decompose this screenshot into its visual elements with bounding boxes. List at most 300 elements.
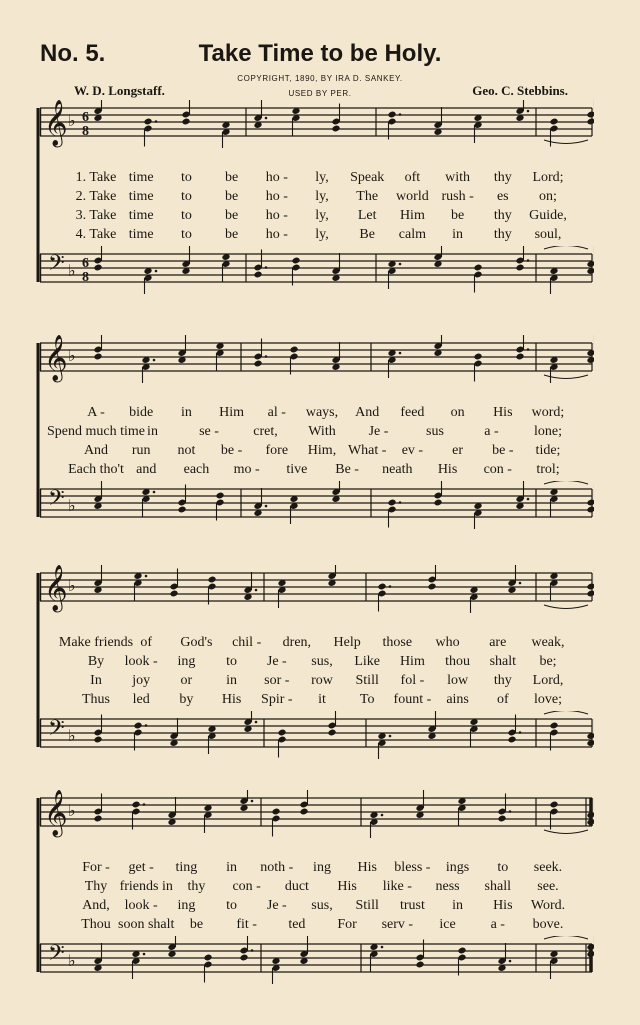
flat-key-signature-icon: ♭ xyxy=(68,726,76,745)
note-head xyxy=(507,736,516,744)
lyric-syllable: Lord, xyxy=(532,673,564,688)
lyric-line xyxy=(36,227,594,246)
lyric-syllable: noth - xyxy=(260,860,294,875)
lyric-syllable: His xyxy=(437,462,458,477)
note-head xyxy=(586,590,594,598)
lyric-syllable: who xyxy=(435,635,460,650)
lyric-syllable: Make friends xyxy=(58,635,134,650)
lyric-syllable: like - xyxy=(382,879,412,894)
lyric-syllable: Speak xyxy=(350,170,385,185)
dot-icon xyxy=(509,960,512,963)
lyric-syllable: to xyxy=(180,208,192,223)
bass-clef-icon: 𝄢 xyxy=(48,486,65,516)
dot-icon xyxy=(381,814,384,817)
note-head xyxy=(271,808,280,816)
bass-clef-icon: 𝄢 xyxy=(48,251,65,281)
lyric-syllable: with xyxy=(445,170,471,185)
lyric-syllable: be xyxy=(224,170,239,185)
lyric-syllable: ing xyxy=(313,860,331,875)
treble-clef-icon: 𝄞 xyxy=(44,565,68,611)
lyric-syllable: be; xyxy=(539,654,557,669)
lyric-syllable: Still xyxy=(355,898,379,913)
lyric-syllable: shalt xyxy=(489,654,517,669)
system-brace xyxy=(36,573,42,773)
note-head xyxy=(93,264,102,272)
lyric-syllable: ness xyxy=(435,879,460,894)
lyric-syllable: friends in xyxy=(119,879,173,894)
lyric-syllable: sus, xyxy=(311,654,333,669)
system-brace xyxy=(36,108,42,308)
lyric-syllable: joy xyxy=(132,673,151,688)
note-head xyxy=(203,954,212,962)
lyric-syllable: Him xyxy=(399,208,425,223)
lyric-syllable: time xyxy=(128,189,154,204)
note-head xyxy=(515,353,524,361)
lyric-syllable: Guide, xyxy=(529,208,567,223)
note-head xyxy=(207,576,216,584)
lyric-syllable: ice xyxy=(439,917,456,932)
dot-icon xyxy=(153,491,156,494)
lyric-syllable: to xyxy=(226,654,238,669)
lyric-syllable: a - xyxy=(484,424,499,439)
bass-staff xyxy=(36,936,594,984)
lyric-line xyxy=(36,917,594,936)
lyric-syllable: soon shalt xyxy=(118,917,175,932)
dot-icon xyxy=(143,953,146,956)
lyric-syllable: in xyxy=(180,405,192,420)
dot-icon xyxy=(381,946,384,949)
note-head xyxy=(387,111,396,119)
author-credit: W. D. Longstaff. xyxy=(74,83,165,98)
lyric-syllable: ing xyxy=(177,654,196,669)
lyric-syllable: low xyxy=(447,673,469,688)
lyric-syllable: To xyxy=(359,692,375,707)
lyric-syllable: ly, xyxy=(315,208,329,223)
lyric-syllable: Lord; xyxy=(532,170,564,185)
note-head xyxy=(473,353,482,361)
lyric-line xyxy=(36,879,594,898)
lyric-syllable: And xyxy=(83,443,109,458)
lyric-line xyxy=(36,673,594,692)
lyric-syllable: look - xyxy=(124,898,158,913)
lyric-syllable: ains xyxy=(446,692,469,707)
dot-icon xyxy=(265,117,268,120)
note-head xyxy=(433,499,442,507)
lyric-syllable: on; xyxy=(539,189,557,204)
note-head xyxy=(387,499,396,507)
lyric-syllable: to xyxy=(226,898,238,913)
treble-clef-icon: 𝄞 xyxy=(44,790,68,836)
lyric-syllable: ho - xyxy=(265,208,288,223)
lyric-syllable: 3. Take xyxy=(75,208,117,223)
dot-icon xyxy=(265,505,268,508)
lyric-syllable: dren, xyxy=(282,635,312,650)
bass-staff xyxy=(36,711,594,759)
slur xyxy=(544,830,588,834)
note-head xyxy=(427,583,436,591)
lyric-line xyxy=(36,208,594,227)
lyric-syllable: to xyxy=(180,189,192,204)
note-head xyxy=(253,360,262,368)
lyric-syllable: each xyxy=(183,462,210,477)
note-head xyxy=(586,111,594,119)
lyric-syllable: ing xyxy=(177,898,196,913)
lyric-syllable: to xyxy=(180,170,192,185)
note-head xyxy=(169,590,178,598)
lyric-syllable: Je - xyxy=(266,898,287,913)
copyright-notice: COPYRIGHT, 1890, BY IRA D. SANKEY. xyxy=(237,74,403,83)
lyric-syllable: are xyxy=(489,635,507,650)
lyric-syllable: love; xyxy=(534,692,562,707)
lyric-syllable: trol; xyxy=(536,462,560,477)
lyric-syllable: thy xyxy=(493,227,512,242)
lyric-line xyxy=(36,860,594,879)
lyric-syllable: world xyxy=(396,189,429,204)
treble-staff xyxy=(36,565,594,613)
lyric-syllable: tide; xyxy=(535,443,561,458)
note-head xyxy=(586,583,594,591)
lyric-syllable: His xyxy=(357,860,377,875)
lyric-syllable: in xyxy=(452,227,464,242)
lyric-syllable: Thy xyxy=(84,879,108,894)
note-head xyxy=(586,118,594,126)
lyric-syllable: The xyxy=(356,189,379,204)
slur xyxy=(544,936,588,939)
lyric-syllable: feed xyxy=(400,405,425,420)
lyric-line xyxy=(36,635,594,654)
dot-icon xyxy=(389,735,392,738)
lyric-syllable: fol - xyxy=(400,673,425,688)
lyric-syllable: to xyxy=(497,860,509,875)
note-head xyxy=(327,729,336,737)
note-head xyxy=(299,808,308,816)
lyric-syllable: con - xyxy=(232,879,261,894)
dot-icon xyxy=(251,800,254,803)
lyric-syllable: Spir - xyxy=(261,692,293,707)
note-head xyxy=(253,271,262,279)
dot-icon xyxy=(509,810,512,813)
staff-area xyxy=(36,100,594,148)
note-head xyxy=(143,118,152,126)
dot-icon xyxy=(155,120,158,123)
lyric-syllable: In xyxy=(90,673,102,688)
lyric-syllable: ev - xyxy=(401,443,424,458)
lyric-syllable: weak, xyxy=(531,635,565,650)
usage-notice: USED BY PER. xyxy=(288,89,352,98)
system-brace xyxy=(36,798,42,998)
composer-credit: Geo. C. Stebbins. xyxy=(472,83,568,98)
lyric-line xyxy=(36,692,594,711)
time-signature-icon: 8 xyxy=(82,270,89,285)
lyric-syllable: in xyxy=(226,673,238,688)
time-signature-icon: 6 xyxy=(82,110,89,125)
flat-key-signature-icon: ♭ xyxy=(68,346,76,365)
lyric-syllable: run xyxy=(131,443,151,458)
note-head xyxy=(549,118,558,126)
slur xyxy=(544,481,588,484)
flat-key-signature-icon: ♭ xyxy=(68,496,76,515)
dot-icon xyxy=(265,355,268,358)
lyric-line xyxy=(36,424,594,443)
lyric-syllable: in xyxy=(147,424,158,439)
lyric-syllable: time xyxy=(128,227,154,242)
note-head xyxy=(586,506,594,514)
dot-icon xyxy=(527,348,530,351)
flat-key-signature-icon: ♭ xyxy=(68,951,76,970)
dot-icon xyxy=(143,803,146,806)
lyric-syllable: see. xyxy=(537,879,559,894)
lyric-line xyxy=(36,405,594,424)
lyric-syllable: on xyxy=(450,405,465,420)
lyric-syllable: His xyxy=(493,405,513,420)
lyric-syllable: and xyxy=(136,462,157,477)
lyric-syllable: ly, xyxy=(315,170,329,185)
note-head xyxy=(181,118,190,126)
lyric-syllable: Him xyxy=(219,405,245,420)
lyric-line xyxy=(36,898,594,917)
lyric-syllable: And, xyxy=(82,898,110,913)
lyric-syllable: lone; xyxy=(534,424,562,439)
lyric-syllable: Thou xyxy=(81,917,111,932)
hymn-title: Take Time to be Holy. xyxy=(198,40,442,67)
lyric-syllable: A - xyxy=(87,405,105,420)
lyric-syllable: His xyxy=(493,898,513,913)
dot-icon xyxy=(255,721,258,724)
lyric-syllable: ways, xyxy=(305,405,339,420)
lyric-syllable: cret, xyxy=(253,424,278,439)
lyric-syllable: in xyxy=(452,898,464,913)
lyric-syllable: tive xyxy=(286,462,308,477)
lyric-syllable: thy xyxy=(493,208,512,223)
note-head xyxy=(549,722,558,730)
treble-clef-icon: 𝄞 xyxy=(44,335,68,381)
lyric-syllable: calm xyxy=(398,227,426,242)
note-head xyxy=(515,264,524,272)
lyric-syllable: ings xyxy=(445,860,470,875)
lyric-syllable: For xyxy=(337,917,357,932)
lyric-syllable: get - xyxy=(128,860,154,875)
flat-key-signature-icon: ♭ xyxy=(68,111,76,130)
lyric-syllable: ly, xyxy=(315,227,329,242)
lyric-syllable: For - xyxy=(82,860,110,875)
lyric-syllable: neath xyxy=(382,462,413,477)
lyric-syllable: al - xyxy=(267,405,286,420)
lyric-syllable: sor - xyxy=(264,673,290,688)
lyric-syllable: or xyxy=(180,673,193,688)
lyric-syllable: ho - xyxy=(265,227,288,242)
lyric-syllable: ted xyxy=(288,917,306,932)
time-signature-icon: 6 xyxy=(82,256,89,271)
treble-staff xyxy=(36,790,594,838)
lyric-syllable: con - xyxy=(483,462,512,477)
lyric-syllable: be - xyxy=(492,443,514,458)
bass-clef-icon: 𝄢 xyxy=(48,941,65,971)
treble-staff xyxy=(36,335,594,383)
lyric-syllable: serv - xyxy=(381,917,414,932)
staff-area xyxy=(36,246,594,294)
lyric-syllable: His xyxy=(337,879,357,894)
lyric-syllable: word; xyxy=(531,405,565,420)
note-head xyxy=(331,125,340,133)
bass-staff xyxy=(36,246,594,294)
lyric-syllable: mo - xyxy=(233,462,260,477)
lyric-syllable: be xyxy=(224,189,239,204)
flat-key-signature-icon: ♭ xyxy=(68,801,76,820)
lyric-line xyxy=(36,462,594,481)
lyric-syllable: of xyxy=(140,635,153,650)
lyric-syllable: 4. Take xyxy=(75,227,117,242)
flat-key-signature-icon: ♭ xyxy=(68,261,76,280)
staff-area xyxy=(36,335,594,383)
lyric-syllable: er xyxy=(452,443,464,458)
lyric-syllable: seek. xyxy=(533,860,563,875)
dot-icon xyxy=(265,266,268,269)
note-head xyxy=(473,264,482,272)
dot-icon xyxy=(519,582,522,585)
flat-key-signature-icon: ♭ xyxy=(68,576,76,595)
slur xyxy=(544,246,588,249)
lyric-syllable: By xyxy=(87,654,105,669)
lyric-syllable: time xyxy=(128,208,154,223)
lyric-syllable: Be - xyxy=(335,462,359,477)
lyric-syllable: soul, xyxy=(534,227,562,242)
dot-icon xyxy=(527,259,530,262)
dot-icon xyxy=(155,270,158,273)
lyric-syllable: be xyxy=(189,917,204,932)
lyric-syllable: ho - xyxy=(265,189,288,204)
note-head xyxy=(277,729,286,737)
lyric-syllable: And xyxy=(355,405,380,420)
lyric-syllable: it xyxy=(318,692,326,707)
note-head xyxy=(377,583,386,591)
lyric-syllable: Be xyxy=(359,227,375,242)
lyric-syllable: 2. Take xyxy=(75,189,117,204)
lyric-syllable: Him xyxy=(399,654,425,669)
note-head xyxy=(93,815,102,823)
dot-icon xyxy=(399,113,402,116)
dot-icon xyxy=(389,585,392,588)
staff-area xyxy=(36,481,594,529)
lyric-line xyxy=(36,189,594,208)
note-head xyxy=(497,815,506,823)
lyric-syllable: es xyxy=(496,189,509,204)
dot-icon xyxy=(153,359,156,362)
lyric-syllable: thy xyxy=(187,879,206,894)
lyric-syllable: duct xyxy=(284,879,309,894)
dot-icon xyxy=(399,352,402,355)
system-brace xyxy=(36,343,42,543)
lyric-syllable: be xyxy=(224,208,239,223)
lyric-syllable: time xyxy=(128,170,154,185)
note-head xyxy=(415,961,424,969)
lyric-syllable: Help xyxy=(333,635,361,650)
lyric-syllable: se - xyxy=(199,424,219,439)
dot-icon xyxy=(527,110,530,113)
lyric-syllable: thou xyxy=(445,654,471,669)
treble-clef-icon: 𝄞 xyxy=(44,100,68,146)
bass-staff xyxy=(36,481,594,529)
lyric-syllable: Him, xyxy=(307,443,337,458)
staff-area xyxy=(36,790,594,838)
dot-icon xyxy=(145,575,148,578)
lyric-syllable: row xyxy=(311,673,333,688)
hymn-number: No. 5. xyxy=(40,40,106,67)
lyric-syllable: look - xyxy=(124,654,158,669)
lyric-syllable: Word. xyxy=(530,898,566,913)
note-head xyxy=(457,947,466,955)
lyric-syllable: ting xyxy=(175,860,198,875)
lyric-syllable: be xyxy=(224,227,239,242)
bass-clef-icon: 𝄢 xyxy=(48,716,65,746)
lyric-syllable: thy xyxy=(493,673,512,688)
lyric-syllable: those xyxy=(382,635,413,650)
lyric-line xyxy=(36,443,594,462)
lyric-syllable: God's xyxy=(180,635,213,650)
lyric-syllable: fore xyxy=(265,443,289,458)
note-head xyxy=(133,722,142,730)
lyric-syllable: be - xyxy=(220,443,243,458)
slur xyxy=(544,605,588,609)
lyric-syllable: thy xyxy=(493,170,512,185)
lyric-syllable: not xyxy=(177,443,196,458)
lyric-syllable: to xyxy=(180,227,192,242)
lyric-syllable: led xyxy=(132,692,150,707)
dot-icon xyxy=(399,263,402,266)
lyric-syllable: 1. Take xyxy=(75,170,117,185)
lyric-syllable: Still xyxy=(355,673,379,688)
lyric-syllable: fit - xyxy=(236,917,257,932)
lyric-syllable: ho - xyxy=(265,170,288,185)
lyric-syllable: sus, xyxy=(311,898,333,913)
lyric-syllable: Each tho't xyxy=(68,462,124,477)
lyric-syllable: Je - xyxy=(368,424,389,439)
dot-icon xyxy=(251,949,254,952)
lyric-syllable: His xyxy=(221,692,242,707)
lyric-syllable: oft xyxy=(404,170,421,185)
lyric-syllable: rush - xyxy=(441,189,474,204)
lyric-syllable: Thus xyxy=(82,692,110,707)
lyric-syllable: Je - xyxy=(266,654,287,669)
lyric-syllable: trust xyxy=(399,898,425,913)
note-head xyxy=(289,346,298,354)
lyric-syllable: Spend much time xyxy=(47,424,145,439)
lyric-syllable: bove. xyxy=(532,917,564,932)
note-head xyxy=(586,499,594,507)
note-head xyxy=(93,736,102,744)
lyric-syllable: shall xyxy=(484,879,511,894)
lyric-syllable: by xyxy=(179,692,194,707)
lyric-syllable: Like xyxy=(354,654,381,669)
lyric-syllable: ly, xyxy=(315,189,329,204)
lyric-syllable: What - xyxy=(347,443,387,458)
dot-icon xyxy=(255,589,258,592)
lyric-syllable: With xyxy=(308,424,336,439)
note-head xyxy=(291,257,300,265)
lyric-line xyxy=(36,170,594,189)
lyric-syllable: a - xyxy=(490,917,505,932)
note-head xyxy=(549,801,558,809)
dot-icon xyxy=(399,501,402,504)
lyric-line xyxy=(36,654,594,673)
time-signature-icon: 8 xyxy=(82,124,89,139)
treble-staff xyxy=(36,100,594,148)
note-head xyxy=(239,954,248,962)
dot-icon xyxy=(519,731,522,734)
lyric-syllable: in xyxy=(226,860,238,875)
note-head xyxy=(131,801,140,809)
lyric-syllable: be xyxy=(450,208,465,223)
lyric-syllable: Let xyxy=(357,208,377,223)
